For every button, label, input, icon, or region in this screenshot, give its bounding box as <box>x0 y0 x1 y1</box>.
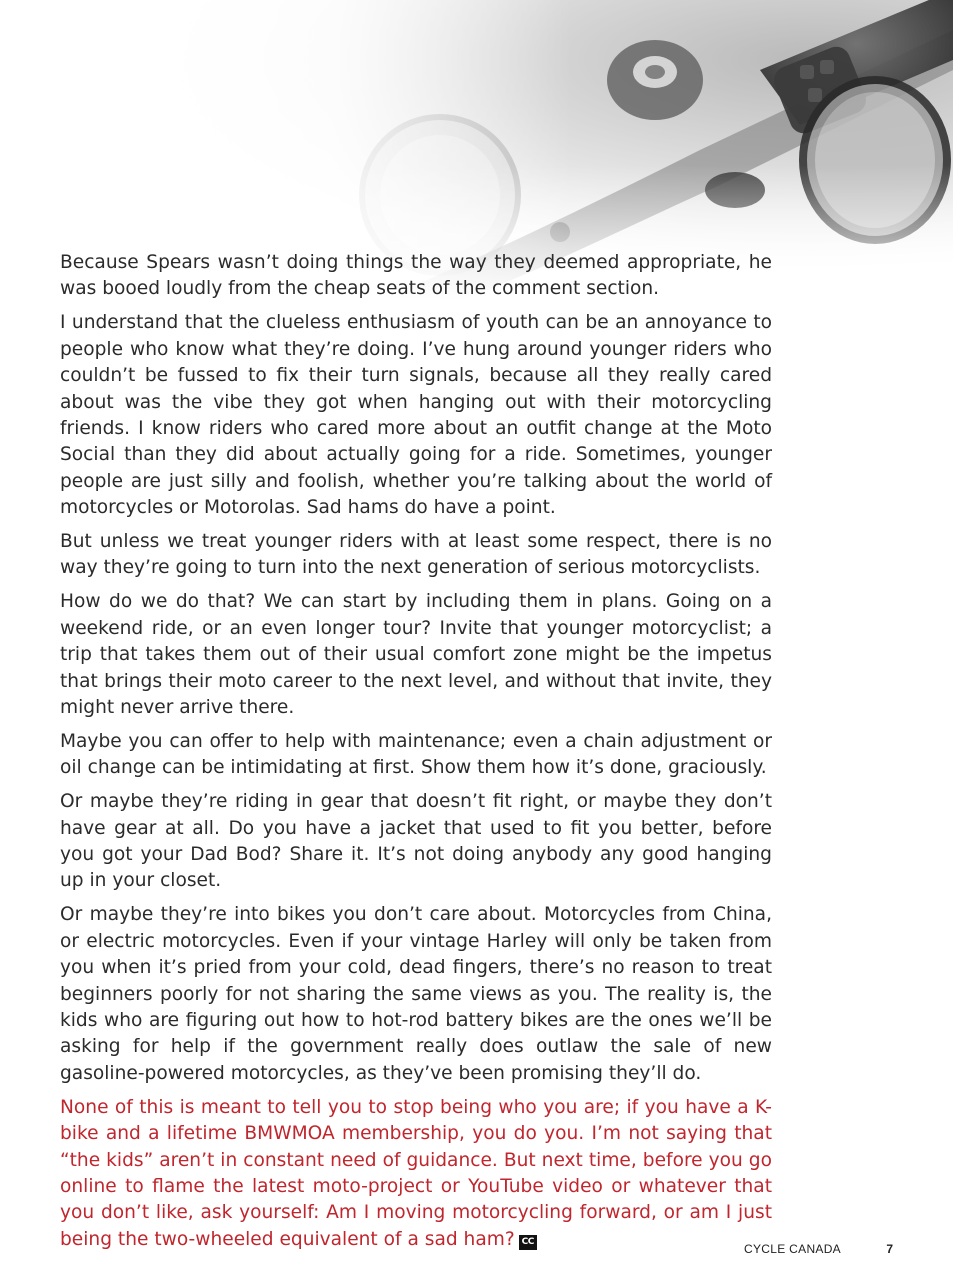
article-paragraph: Or maybe they’re into bikes you don’t care about. Motorcycles from China, or electric motorcycles. Even if your vintage Harley will only be taken from you when it’s pried from your cold, dead fingers, there’s no reason to treat beginners poorly for not sharing the same views as you. The reality is, the kids who are figuring out how to hot-rod battery bikes are the ones we’ll be asking for help if the government really does outlaw the sale of new gasoline-powered motorcycles, as they’ve been promising they’ll do. <box>60 904 772 1084</box>
article-paragraph: Or maybe they’re riding in gear that doesn’t fit right, or maybe they don’t have gear at all. Do you have a jacket that used to fit you better, before you got your Dad Bod? Share it. It’s not doing anybody any good hanging up in your closet. <box>60 791 772 892</box>
article-paragraph: Maybe you can offer to help with maintenance; even a chain adjustment or oil change can be intimidating at first. Show them how it’s done, graciously. <box>60 730 772 779</box>
article-paragraph: I understand that the clueless enthusiasm of youth can be an annoyance to people who know what they’re doing. I’ve hung around younger riders who couldn’t be fussed to fix their turn signals, because all they really cared about was the vibe they got when hanging out with their motorcycling friends. I know riders who cared more about an outfit change at the Moto Social than they did about actually going for a ride. Sometimes, younger people are just silly and foolish, whether you’re talking about the world of motorcycles or Motorolas. Sad hams do have a point. <box>60 312 772 519</box>
page-number: 7 <box>886 1242 893 1256</box>
magazine-name: CYCLE CANADA <box>744 1242 841 1256</box>
closing-paragraph <box>60 1095 772 1253</box>
article-paragraph: But unless we treat younger riders with at least some respect, there is no way they’re going to turn into the next generation of serious motorcyclists. <box>60 531 772 579</box>
article-paragraph: How do we do that? We can start by including them in plans. Going on a weekend ride, or an even longer tour? Invite that younger motorcyclist; a trip that takes them out of their usual comfort zone might be the impetus that brings their moto career to the next level, and without that invite, they might never arrive there. <box>60 591 772 718</box>
closing-text: None of this is meant to tell you to stop being who you are; if you have a K-bike and a lifetime BMWMOA membership, you do you. I’m not saying that “the kids” aren’t in constant need of guidance. But next time, before you go online to flame the latest moto-project or YouTube video or whatever that you don’t like, ask yourself: Am I moving motorcycling forward, or am I just being the two-wheeled equivalent of a sad ham? <box>60 1096 772 1250</box>
article-body <box>60 250 772 1261</box>
page-footer <box>0 1242 953 1258</box>
end-mark-icon: CC <box>519 1235 537 1250</box>
article-paragraph: Because Spears wasn’t doing things the way they deemed appropriate, he was booed loudly from the cheap seats of the comment section. <box>60 252 772 300</box>
